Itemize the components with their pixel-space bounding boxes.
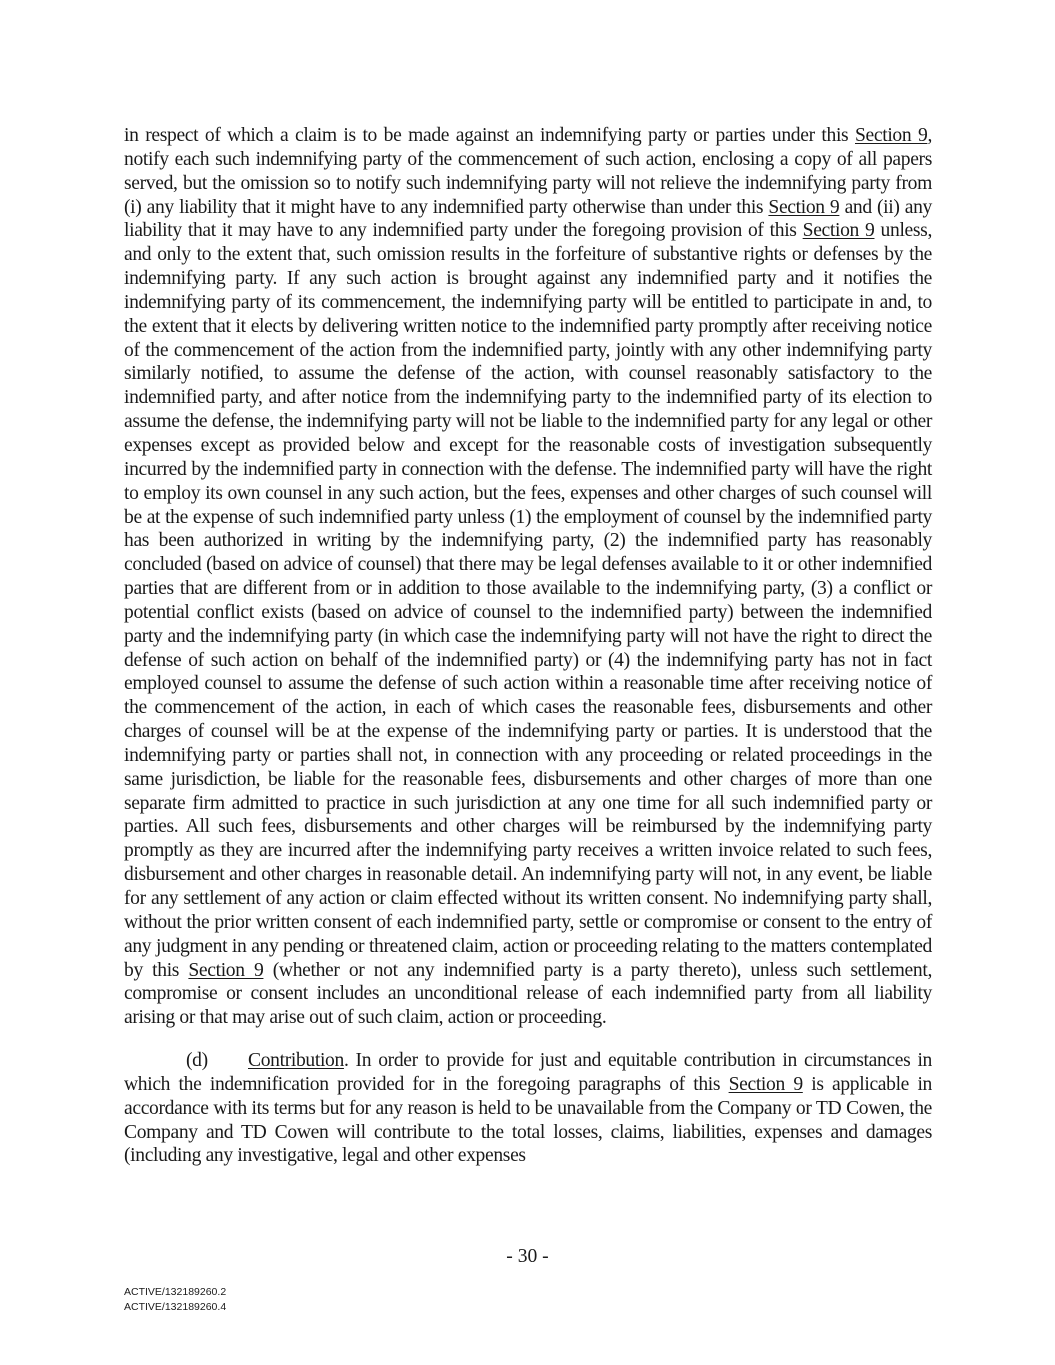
- section-reference: Section 9: [188, 959, 264, 981]
- paragraph-contribution: [124, 1049, 932, 1168]
- document-id: ACTIVE/132189260.4: [124, 1300, 227, 1313]
- page-number: - 30 -: [506, 1246, 549, 1267]
- section-reference: Section 9: [768, 196, 840, 218]
- document-footer: [124, 1285, 226, 1314]
- text-run: is applicable in accordance with its terms but for any reason is held to be unavailable from the Company or TD Cowen, the Company and TD Cowen will contribute to the total losses, claims, liabilities, expenses and damages (including any investigative, legal and other expenses: [124, 1073, 932, 1167]
- text-run: , notify each such indemnifying party of the commencement of such action, enclosing a copy of all papers served, but the omission so to notify such indemnifying party will not relieve the indemnifying party from (i) any liability that it might have to any indemnified party otherwise than under this: [124, 125, 932, 218]
- text-run: and (ii) any liability that it may have to any indemnified party under the foregoing provision of this: [124, 196, 932, 242]
- section-reference: Section 9: [855, 125, 928, 146]
- document-page: [124, 124, 932, 1168]
- section-reference: Section 9: [802, 220, 875, 242]
- text-run: (whether or not any indemnified party is a party thereto), unless such settlement, compromise or consent includes an unconditional release of each indemnified party from all liability arising or that may arise out of such claim, action or proceeding.: [124, 959, 932, 1029]
- section-reference: Section 9: [728, 1073, 803, 1095]
- paragraph-indemnification-procedure: [124, 124, 932, 1030]
- text-run: . In order to provide for just and equitable contribution in circumstances in which the indemnification provided for in the foregoing paragraphs of this: [124, 1050, 932, 1095]
- text-run: unless, and only to the extent that, such omission results in the forfeiture of substantive rights or defenses by the indemnifying party. If any such action is brought against any indemnified party and it notifies the indemnifying party of its commencement, the indemnifying party will be entitled to participate in and, to the extent that it elects by delivering written notice to the indemnified party promptly after receiving notice of the commencement of the action from the indemnified party, jointly with any other indemnifying party similarly notified, to assume the defense of the action, with counsel reasonably satisfactory to the indemnified party, and after notice from the indemnifying party to the indemnified party of its election to assume the defense, the indemnifying party will not be liable to the indemnified party for any legal or other expenses except as provided below and except for the reasonable costs of investigation subsequently incurred by the indemnified party in connection with the defense. The indemnified party will have the right to employ its own counsel in any such action, but the fees, expenses and other charges of such counsel will be at the expense of such indemnified party unless (1) the employment of counsel by the indemnified party has been authorized in writing by the indemnifying party, (2) the indemnified party has reasonably concluded (based on advice of counsel) that there may be legal defenses available to it or other indemnified parties that are different from or in addition to those available to the indemnifying party, (3) a conflict or potential conflict exists (based on advice of counsel to the indemnified party) between the indemnified party and the indemnifying party (in which case the indemnifying party will not have the right to direct the defense of such action on behalf of the indemnified party) or (4) the indemnifying party has not in fact employed counsel to assume the defense of such action within a reasonable time after receiving notice of the commencement of the action, in each of which cases the reasonable fees, disbursements and other charges of counsel will be at the expense of the indemnifying party or parties. It is understood that the indemnifying party or parties shall not, in connection with any proceeding or related proceedings in the same jurisdiction, be liable for the reasonable fees, disbursements and other charges of more than one separate firm admitted to practice in such jurisdiction at any one time for all such indemnified party or parties. All such fees, disbursements and other charges will be reimbursed by the indemnifying party promptly as they are incurred after the indemnifying party receives a written invoice related to such fees, disbursement and other charges in reasonable detail. An indemnifying party will not, in any event, be liable for any settlement of any action or claim effected without its written consent. No indemnifying party shall, without the prior written consent of each indemnified party, settle or compromise or consent to the entry of any judgment in any pending or threatened claim, action or proceeding relating to the matters contemplated by this: [124, 220, 932, 981]
- document-id: ACTIVE/132189260.2: [124, 1286, 227, 1298]
- clause-label: (d): [186, 1050, 208, 1072]
- clause-heading: Contribution: [248, 1050, 344, 1072]
- text-run: in respect of which a claim is to be made against an indemnifying party or parties under this: [124, 125, 855, 146]
